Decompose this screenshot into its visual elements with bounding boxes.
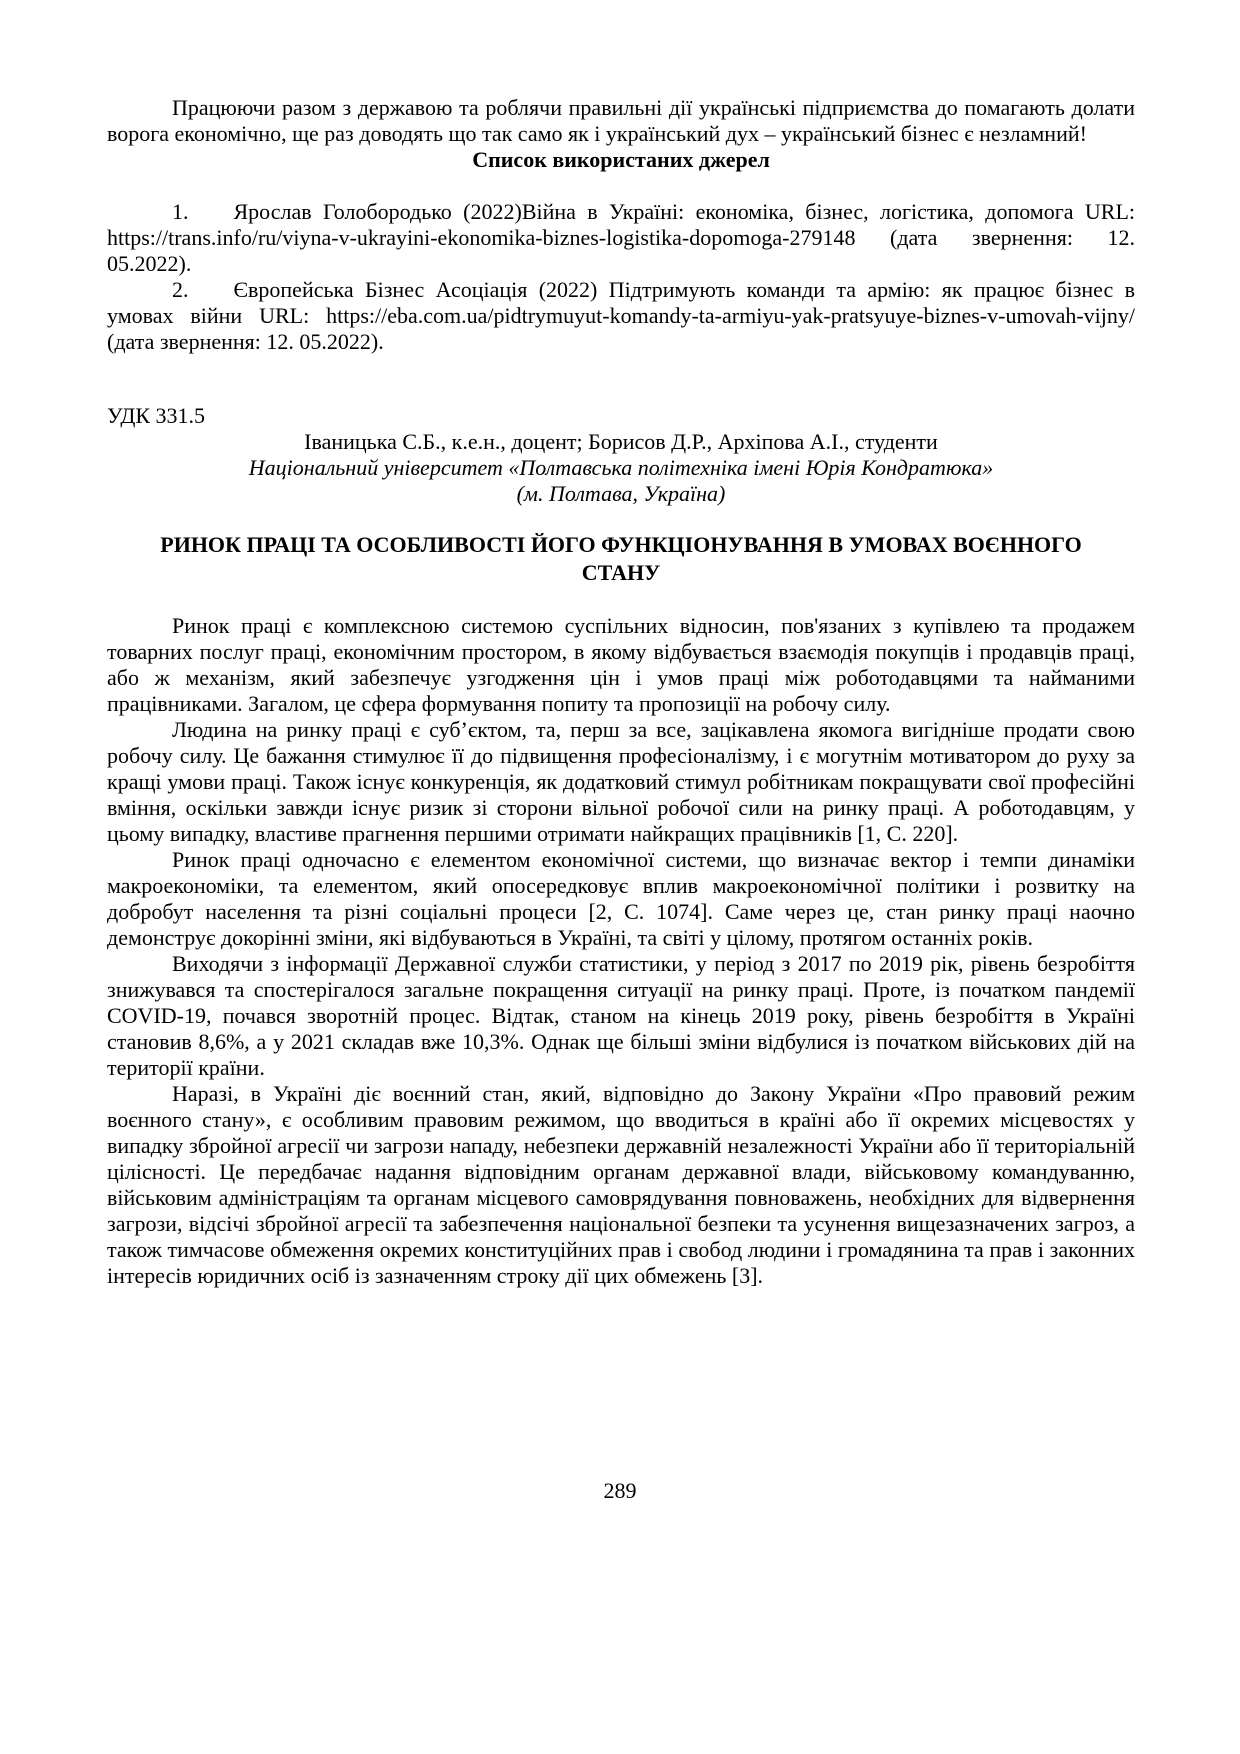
body-paragraph: Ринок праці є комплексною системою суспільних відносин, пов'язаних з купівлею та продажем товарних послуг праці, економічним простором, в якому відбувається взаємодія покупців і продавців праці, або ж механізм, який забезпечує узгодження цін і умов праці між роботодавцями та найманими працівниками. Загалом, це сфера формування попиту та пропозиції на робочу силу. bbox=[107, 613, 1135, 716]
location-line: (м. Полтава, Україна) bbox=[516, 481, 726, 506]
affiliation-line: Національний університет «Полтавська політехніка імені Юрія Кондратюка» bbox=[248, 455, 994, 480]
authors-line: Іваницька С.Б., к.е.н., доцент; Борисов Д.Р., Архіпова А.І., студенти bbox=[304, 429, 938, 454]
reference-item bbox=[107, 277, 1135, 355]
page-number: 289 bbox=[603, 1478, 637, 1503]
reference-number: 1. bbox=[172, 199, 189, 224]
body-paragraph: Наразі, в Україні діє воєнний стан, який, відповідно до Закону України «Про правовий режим воєнного стану», є особливим правовим режимом, що вводиться в країні або її окремих місцевостях у випадку збройної агресії чи загрози нападу, небезпеки державній незалежності України або її територіальній цілісності. Це передбачає надання відповідним органам державної влади, військовому командуванню, військовим адміністраціям та органам місцевого самоврядування повноважень, необхідних для відвернення загрози, відсічі збройної агресії та забезпечення національної безпеки та усунення вищезазначених загроз, а також тимчасове обмеження окремих конституційних прав і свобод людини і громадянина та прав і законних інтересів юридичних осіб із зазначенням строку дії цих обмежень [3]. bbox=[107, 1081, 1135, 1288]
body-paragraph: Ринок праці одночасно є елементом економічної системи, що визначає вектор і темпи динаміки макроекономіки, та елементом, який опосередковує вплив макроекономічної політики і розвитку на добробут населення та різні соціальні процеси [2, С. 1074]. Саме через це, стан ринку праці наочно демонструє докорінні зміни, які відбуваються в Україні, та світі у цілому, протягом останніх років. bbox=[107, 847, 1135, 950]
references-heading: Список використаних джерел bbox=[472, 147, 770, 172]
intro-paragraph: Працюючи разом з державою та роблячи правильні дії українські підприємства до помагають долати ворога економічно, ще раз доводять що так само як і український дух – український бізнес є незламний! bbox=[107, 95, 1135, 146]
udc-label: УДК 331.5 bbox=[107, 403, 206, 428]
body-paragraph: Виходячи з інформації Державної служби статистики, у період з 2017 по 2019 рік, рівень безробіття знижувався та спостерігалося загальне покращення ситуації на ринку праці. Проте, із початком пандемії COVID-19, почався зворотній процес. Відтак, станом на кінець 2019 року, рівень безробіття в Україні становив 8,6%, а у 2021 складав вже 10,3%. Однак ще більші зміни відбулися із початком військових дій на території країни. bbox=[107, 951, 1135, 1080]
reference-number: 2. bbox=[172, 277, 189, 302]
spacer bbox=[107, 173, 1135, 199]
reference-item bbox=[107, 199, 1135, 277]
reference-text: Європейська Бізнес Асоціація (2022) Підтримують команди та армію: як працює бізнес в умовах війни URL: https://eba.com.ua/pidtrymuyut-komandy-ta-armiyu-yak-pratsyuye-biznes-v-umovah-vijny/ (дата звернення: 12. 05.2022). bbox=[107, 277, 1135, 354]
article-title: РИНОК ПРАЦІ ТА ОСОБЛИВОСТІ ЙОГО ФУНКЦІОНУВАННЯ В УМОВАХ ВОЄННОГО СТАНУ bbox=[160, 532, 1082, 585]
reference-text: Ярослав Голобородько (2022)Війна в Україні: економіка, бізнес, логістика, допомога URL: https://trans.info/ru/viyna-v-ukrayini-ekonomika-biznes-logistika-dopomoga-279148 (дата звернення: 12. 05.2022). bbox=[107, 199, 1135, 276]
body-paragraph: Людина на ринку праці є суб’єктом, та, перш за все, зацікавлена якомога вигідніше продати свою робочу силу. Це бажання стимулює її до підвищення професіоналізму, і є могутнім мотиватором до руху за кращі умови праці. Також існує конкуренція, як додатковий стимул робітникам покращувати свої професійні вміння, оскільки завжди існує ризик зі сторони вільної робочої сили на ринку праці. А роботодавцям, у цьому випадку, властиве прагнення першими отримати найкращих працівників [1, С. 220]. bbox=[107, 717, 1135, 846]
